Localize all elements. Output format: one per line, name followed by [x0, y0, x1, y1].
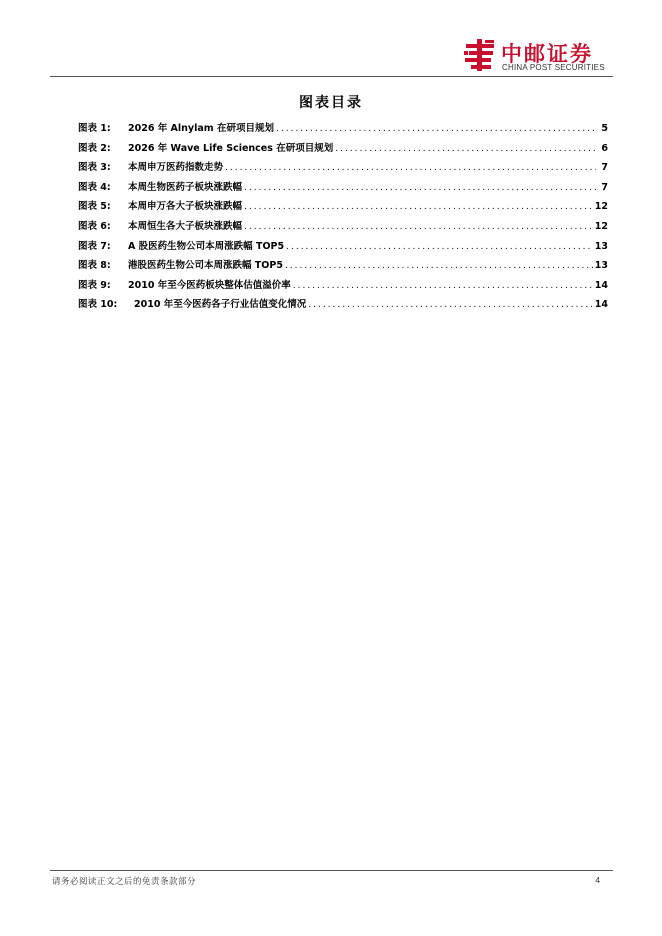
- toc-entry-title: 本周申万医药指数走势: [128, 162, 224, 174]
- toc-entry-title: 本周申万各大子板块涨跌幅: [128, 201, 243, 213]
- toc-entry-title: A 股医药生物公司本周涨跌幅 TOP5: [128, 240, 285, 252]
- toc-entry-figure-4[interactable]: [78, 179, 608, 199]
- toc-entry-page: 14: [594, 279, 608, 291]
- toc-entry-page: 7: [601, 181, 608, 193]
- toc-entry-label: 图表 6:: [78, 220, 111, 232]
- toc-entry-page: 13: [594, 260, 608, 272]
- logo-english-name: CHINA POST SECURITIES: [502, 63, 605, 72]
- page-header: [50, 36, 613, 78]
- toc-entry-label: 图表 7:: [78, 240, 111, 252]
- company-logo: [463, 36, 613, 76]
- toc-entry-label: 图表 9:: [78, 279, 111, 291]
- toc-title: 图表目录: [299, 95, 363, 111]
- toc-entry-title: 本周恒生各大子板块涨跌幅: [128, 220, 243, 232]
- toc-entry-page: 14: [594, 299, 608, 311]
- toc-entry-page: 12: [594, 201, 608, 213]
- toc-entry-title: 本周生物医药子板块涨跌幅: [128, 181, 243, 193]
- toc-dot-leader: [293, 281, 593, 291]
- header-divider: [50, 76, 613, 77]
- toc-dot-leader: [276, 124, 596, 134]
- logo-chinese-name: 中邮证券: [501, 42, 593, 66]
- toc-entry-label: 图表 3:: [78, 162, 111, 174]
- figure-toc-list: [78, 120, 608, 316]
- toc-entry-page: 13: [594, 240, 608, 252]
- toc-entry-page: 5: [601, 123, 608, 134]
- toc-dot-leader: [335, 144, 596, 154]
- toc-entry-figure-10[interactable]: [78, 296, 608, 316]
- toc-dot-leader: [285, 261, 593, 271]
- toc-dot-leader: [244, 222, 593, 232]
- toc-dot-leader: [286, 242, 593, 252]
- toc-entry-label: 图表 4:: [78, 181, 111, 193]
- toc-dot-leader: [244, 202, 593, 212]
- toc-entry-figure-5[interactable]: [78, 198, 608, 218]
- toc-entry-title: 2026 年 Alnylam 在研项目规划: [128, 123, 274, 134]
- toc-entry-label: 图表 8:: [78, 260, 111, 272]
- toc-entry-figure-9[interactable]: [78, 277, 608, 297]
- toc-entry-page: 6: [601, 142, 608, 154]
- toc-entry-label: 图表 10:: [78, 299, 118, 311]
- toc-entry-label: 图表 5:: [78, 201, 111, 213]
- toc-entry-label: 图表 2:: [78, 142, 111, 154]
- toc-entry-title: 2010 年至今医药板块整体估值溢价率: [128, 279, 291, 291]
- toc-entry-label: 图表 1:: [78, 123, 111, 134]
- footer-divider: [50, 870, 613, 871]
- toc-dot-leader: [308, 300, 593, 310]
- toc-dot-leader: [244, 183, 596, 193]
- toc-entry-figure-6[interactable]: [78, 218, 608, 238]
- toc-entry-figure-3[interactable]: [78, 159, 608, 179]
- toc-entry-figure-2[interactable]: [78, 140, 608, 160]
- toc-entry-title: 2010 年至今医药各子行业估值变化情况: [134, 299, 307, 311]
- toc-dot-leader: [225, 163, 596, 173]
- toc-entry-page: 12: [594, 220, 608, 232]
- toc-entry-title: 港股医药生物公司本周涨跌幅 TOP5: [128, 260, 283, 272]
- page-number: 4: [595, 875, 600, 885]
- toc-entry-figure-8[interactable]: [78, 257, 608, 277]
- toc-entry-figure-1[interactable]: [78, 120, 608, 140]
- toc-entry-page: 7: [601, 162, 608, 174]
- toc-entry-figure-7[interactable]: [78, 238, 608, 258]
- china-post-logo-icon: [463, 38, 497, 72]
- footer-disclaimer: 请务必阅读正文之后的免责条款部分: [52, 877, 197, 887]
- toc-entry-title: 2026 年 Wave Life Sciences 在研项目规划: [128, 142, 334, 154]
